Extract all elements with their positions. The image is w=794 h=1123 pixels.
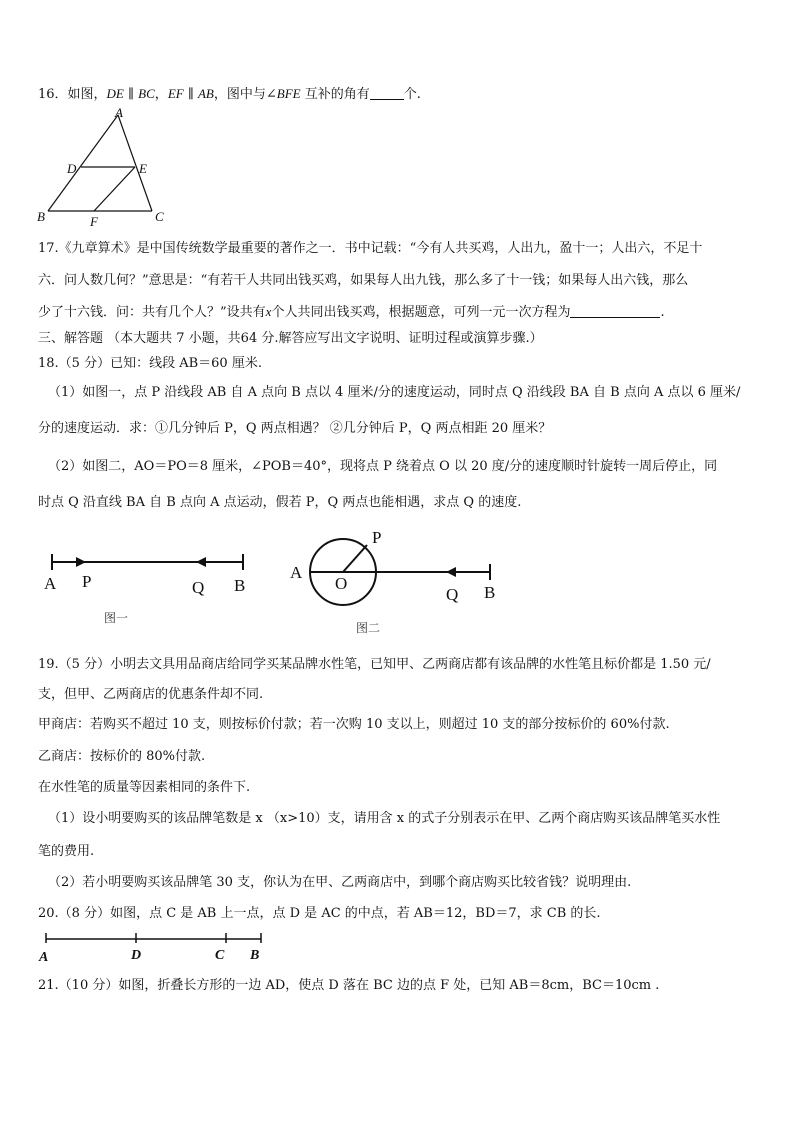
q19-line4: 乙商店：按标价的 80%付款.: [38, 749, 206, 764]
label-C: C: [155, 209, 164, 224]
q19-line3: 甲商店：若购买不超过 10 支，则按标价付款；若一次购 10 支以上，则超过 10 支的部分按标价的 60%付款.: [38, 717, 670, 732]
q18-part2-line2: 时点 Q 沿直线 BA 自 B 点向 A 点运动，假若 P，Q 两点也能相遇，求点 Q 的速度.: [38, 495, 522, 510]
label-A: A: [115, 105, 123, 120]
label-F: F: [90, 214, 98, 229]
figure-caption: 图一: [104, 611, 129, 625]
q17-line1: 17.《九章算术》是中国传统数学最重要的著作之一．书中记载：“今有人共买鸡，人出九，盈十一；人出六，不足十: [38, 241, 703, 256]
q19-line5: 在水性笔的质量等因素相同的条件下.: [38, 780, 251, 795]
label-B: B: [234, 576, 246, 595]
q19-line1: 19.（5 分）小明去文具用品商店给同学买某品牌水性笔，已知甲、乙两商店都有该品牌的水性笔且标价都是 1.50 元/: [38, 657, 711, 672]
label-B: B: [37, 209, 45, 224]
figure-caption: 图二: [356, 621, 381, 635]
arrow-right-icon: [76, 557, 86, 567]
label-B: B: [484, 583, 496, 602]
label-D: D: [131, 948, 142, 963]
q19-line2: 支，但甲、乙两商店的优惠条件却不同.: [38, 687, 264, 702]
label-Q: Q: [192, 578, 205, 597]
label-A: A: [290, 563, 303, 582]
arrow-left-icon: [196, 557, 206, 567]
q18-part1-line1: （1）如图一，点 P 沿线段 AB 自 A 点向 B 点以 4 厘米/分的速度运动，同时点 Q 沿线段 BA 自 B 点向 A 点以 6 厘米/: [48, 385, 741, 400]
label-O: O: [335, 574, 348, 593]
circle-figure-two: [288, 525, 508, 640]
arrow-left-icon: [446, 567, 456, 577]
q21-text: 21.（10 分）如图，折叠长方形的一边 AD，使点 D 落在 BC 边的点 F 处，已知 AB＝8cm，BC＝10cm .: [38, 978, 660, 993]
label-P: P: [372, 528, 382, 547]
q16-text: 16．如图，DE ∥ BC，EF ∥ AB，图中与∠BFE 互补的角有 个.: [38, 86, 421, 102]
label-A: A: [44, 574, 57, 593]
q18-part1-line2: 分的速度运动．求：①几分钟后 P，Q 两点相遇？ ②几分钟后 P，Q 两点相距 20 厘米？: [38, 421, 552, 436]
q18-part2-line1: （2）如图二，AO＝PO＝8 厘米，∠POB＝40°，现将点 P 绕着点 O 以 20 度/分的速度顺时针旋转一周后停止，同: [48, 459, 718, 474]
label-D: D: [67, 161, 77, 176]
label-E: E: [139, 161, 147, 176]
q19-line8: （2）若小明要购买该品牌笔 30 支，你认为在甲、乙两商店中，到哪个商店购买比较省钱？说明理由.: [48, 875, 632, 890]
q17-line3: 少了十六钱．问：共有几个人？”设共有x个人共同出钱买鸡，根据题意，可列一元一次方程为 .: [38, 304, 665, 320]
segment-figure-q20: [36, 928, 276, 968]
label-Q: Q: [446, 585, 459, 604]
q18-head: 18.（5 分）已知：线段 AB＝60 厘米.: [38, 356, 262, 371]
answer-blank: [570, 303, 660, 318]
q19-line6: （1）设小明要购买的该品牌笔数是 x （x>10）支，请用含 x 的式子分别表示在甲、乙两个商店购买该品牌笔买水性: [48, 811, 721, 826]
label-A: A: [39, 950, 49, 965]
label-C: C: [215, 948, 225, 963]
label-P: P: [82, 572, 92, 591]
triangle-figure: [36, 105, 176, 229]
label-B: B: [250, 948, 260, 963]
section-heading: 三、解答题 （本大题共 7 小题，共64 分.解答应写出文字说明、证明过程或演算步骤.）: [38, 331, 543, 346]
answer-blank: [370, 85, 404, 100]
segment-figure-one: [36, 545, 266, 640]
q19-line7: 笔的费用.: [38, 844, 95, 859]
q17-line2: 六．问人数几何？”意思是：“有若干人共同出钱买鸡，如果每人出九钱，那么多了十一钱；如果每人出六钱，那么: [38, 273, 689, 288]
q20-text: 20.（8 分）如图，点 C 是 AB 上一点，点 D 是 AC 的中点，若 AB＝12，BD＝7，求 CB 的长.: [38, 906, 601, 921]
